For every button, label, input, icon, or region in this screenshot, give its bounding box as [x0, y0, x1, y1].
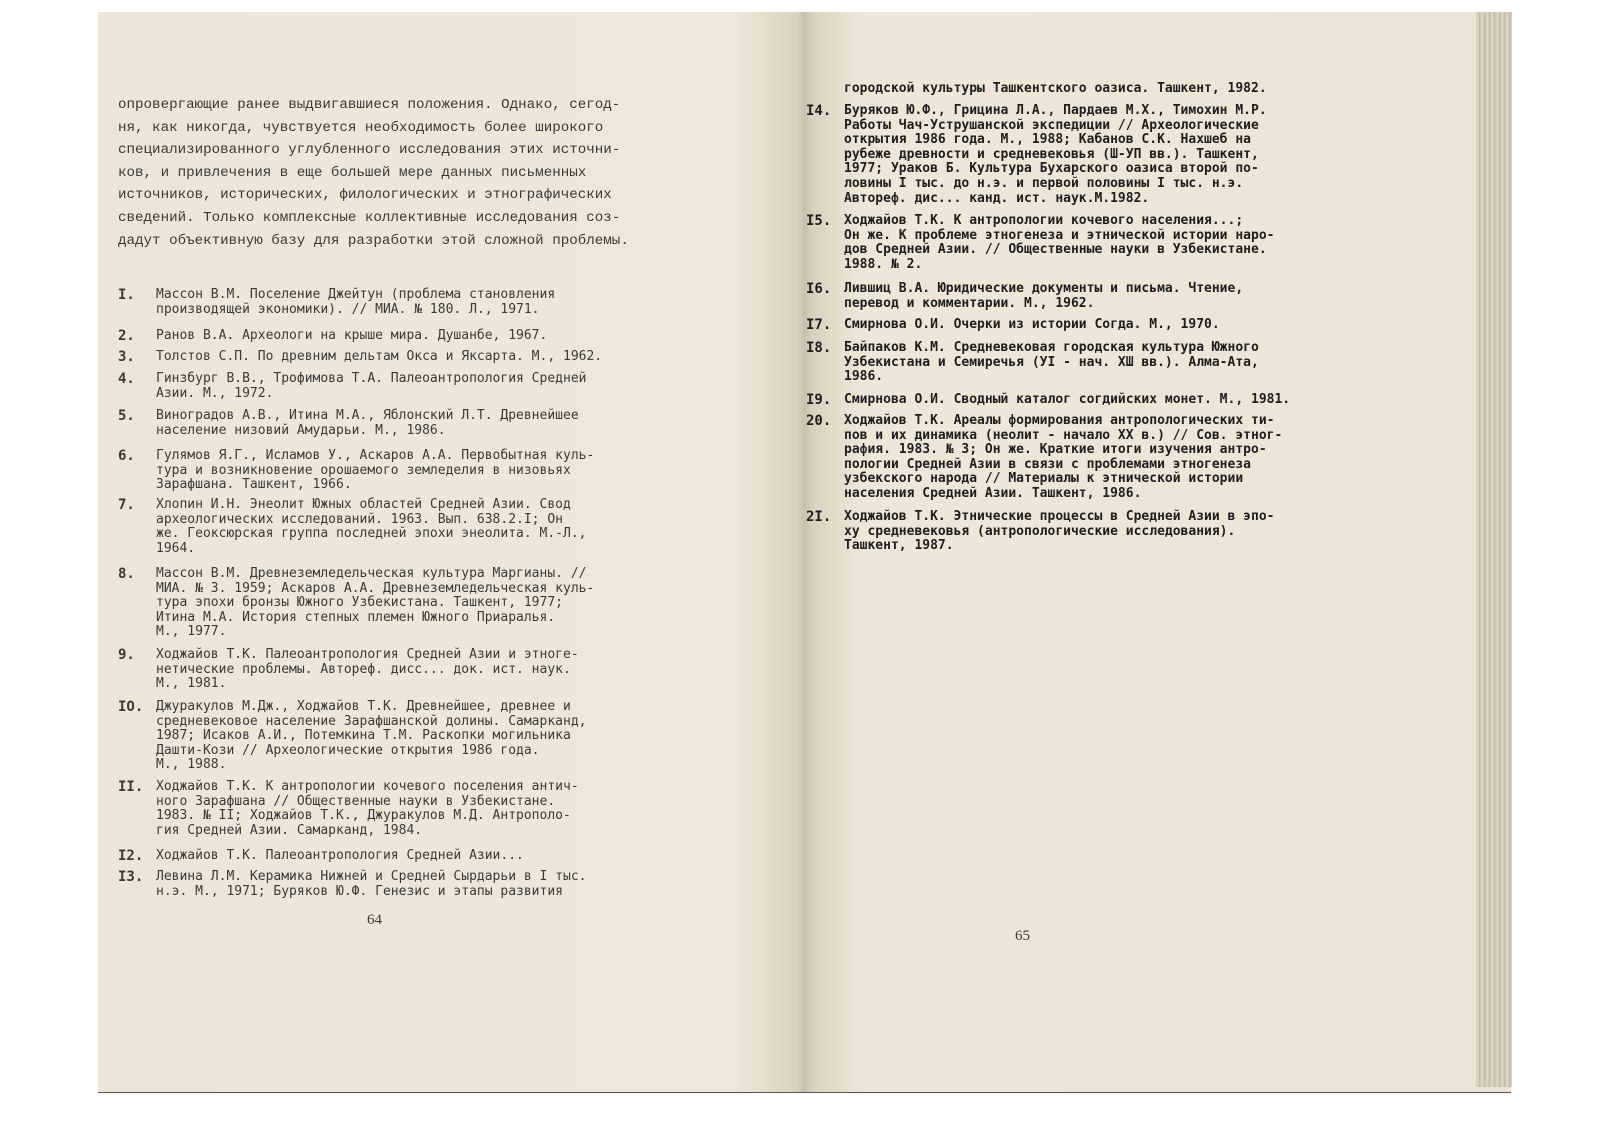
reference-entry [118, 329, 547, 344]
reference-line: Ходжайов Т.К. Палеоантропология Средней Азии... [156, 848, 524, 863]
reference-number: I5. [806, 213, 832, 229]
reference-line: Массон В.М. Древнеземледельческая культура Маргианы. // [156, 566, 587, 581]
reference-entry [118, 567, 594, 640]
intro-line: дадут объективную базу для разработки этой сложной проблемы. [118, 232, 629, 249]
reference-line: археологических исследований. 1963. Вып. 638.2.I; Он [156, 511, 563, 527]
reference-text [156, 567, 594, 640]
reference-text [844, 510, 1274, 554]
reference-line: Лившиц В.А. Юридические документы и письма. Чтение, [844, 281, 1244, 296]
reference-line: 1988. № 2. [844, 256, 923, 272]
reference-number: IO. [118, 699, 144, 715]
reference-line: населения Средней Азии. Ташкент, 1986. [844, 485, 1142, 501]
reference-line: тура эпохи бронзы Южного Узбекистана. Ташкент, 1977; [156, 595, 563, 611]
reference-line: М., 1988. [156, 757, 227, 773]
reference-number: 3. [118, 349, 135, 365]
reference-entry [806, 282, 1243, 311]
reference-line: рафия. 1983. № 3; Он же. Краткие итоги изучения антро- [844, 442, 1267, 458]
reference-entry [118, 648, 579, 692]
reference-number: 9. [118, 647, 135, 663]
reference-text [844, 393, 1290, 408]
reference-line: Байпаков К.М. Средневековая городская культура Южного [844, 340, 1259, 355]
reference-entry [118, 288, 555, 317]
reference-entry [806, 318, 1220, 333]
reference-line: Ранов В.А. Археологи на крыше мира. Душанбе, 1967. [156, 328, 548, 343]
reference-line: 1983. № II; Ходжайов Т.К., Джуракулов М.Д. Антрополо- [156, 808, 571, 824]
reference-line: Узбекистана и Семиречья (УI - нач. ХШ вв.). Алма-Ата, [844, 354, 1259, 370]
reference-line: Ташкент, 1987. [844, 538, 954, 554]
reference-number: I. [118, 287, 135, 303]
reference-number: I4. [806, 103, 832, 119]
reference-number: I3. [118, 869, 144, 885]
reference-line: Левина Л.М. Керамика Нижней и Средней Сырдарьи в I тыс. [156, 869, 587, 884]
reference-continuation [844, 82, 1267, 97]
reference-line: Джуракулов М.Дж., Ходжайов Т.К. Древнейшее, древнее и [156, 699, 571, 714]
reference-line: узбекского народа // Материалы к этнической истории [844, 471, 1244, 487]
intro-line: ков, и привлечения в еще большей мере данных письменных [118, 164, 587, 181]
reference-line: Работы Чач-Уструшанской экспедиции // Археологические [844, 117, 1259, 133]
reference-entry [118, 409, 579, 438]
reference-line: гия Средней Азии. Самарканд, 1984. [156, 822, 423, 838]
reference-line: Ходжайов Т.К. К антропологии кочевого поселения антич- [156, 779, 579, 794]
reference-entry [118, 849, 524, 864]
reference-text [844, 282, 1243, 311]
reference-line: Ходжайов Т.К. К антропологии кочевого населения...; [844, 213, 1244, 228]
reference-text [156, 350, 602, 365]
reference-line: Смирнова О.И. Очерки из истории Согда. М., 1970. [844, 317, 1220, 332]
reference-line: Ходжайов Т.К. Этнические процессы в Средней Азии в эпо- [844, 509, 1275, 524]
reference-line: Он же. К проблеме этногенеза и этнической истории наро- [844, 227, 1275, 243]
reference-number: I6. [806, 281, 832, 297]
reference-line: Толстов С.П. По древним дельтам Окса и Яксарта. М., 1962. [156, 349, 603, 364]
reference-line: рубеже древности и средневековья (Ш-УП вв.). Ташкент, [844, 146, 1259, 162]
reference-line: Смирнова О.И. Сводный каталог согдийских монет. М., 1981. [844, 392, 1291, 407]
intro-line: опровергающие ранее выдвигавшиеся положения. Однако, сегод- [118, 97, 621, 113]
reference-line: тура и возникновение орошаемого земледелия в низовьях [156, 462, 571, 478]
reference-text [844, 104, 1267, 206]
reference-line: М., 1977. [156, 624, 227, 640]
reference-line: средневековое население Зарафшанской долины. Самарканд, [156, 713, 587, 729]
reference-text [156, 498, 586, 556]
reference-number: II. [118, 779, 144, 795]
reference-line: Гинзбург В.В., Трофимова Т.А. Палеоантропология Средней [156, 371, 587, 386]
reference-line: ху средневековья (антропологические исследования). [844, 523, 1236, 539]
page-number: 65 [1015, 928, 1030, 944]
reference-line: Ходжайов Т.К. Ареалы формирования антропологических ти- [844, 413, 1275, 428]
reference-line: пов и их динамика (неолит - начало XX в.) // Сов. этног- [844, 427, 1283, 443]
reference-entry [118, 372, 586, 401]
reference-line: ного Зарафшана // Общественные науки в Узбекистане. [156, 793, 556, 809]
reference-line: 1964. [156, 540, 196, 556]
reference-text [156, 288, 555, 317]
reference-number: 6. [118, 448, 135, 464]
reference-text [844, 214, 1274, 272]
reference-entry [118, 498, 586, 556]
reference-number: I9. [806, 392, 832, 408]
reference-text [844, 318, 1220, 333]
reference-entry [118, 350, 602, 365]
reference-entry [806, 414, 1282, 502]
reference-line: Ходжайов Т.К. Палеоантропология Средней Азии и этноге- [156, 647, 579, 662]
reference-entry [118, 700, 586, 773]
reference-line: Дашти-Кози // Археологические открытия 1986 года. [156, 742, 540, 758]
reference-line: 1977; Ураков Б. Культура Бухарского оазиса второй по- [844, 161, 1259, 177]
reference-number: 2. [118, 328, 135, 344]
reference-line: перевод и комментарии. М., 1962. [844, 295, 1095, 311]
reference-number: 7. [118, 497, 135, 513]
reference-text [156, 329, 547, 344]
intro-line: источников, исторических, филологических и этнографических [118, 187, 612, 204]
reference-number: I7. [806, 317, 832, 333]
reference-line: открытия 1986 года. М., 1988; Кабанов С.К. Нахшеб на [844, 132, 1251, 148]
reference-text [844, 82, 1267, 97]
reference-entry [806, 510, 1274, 554]
reference-line: производящей экономики). // МИА. № 180. Л., 1971. [156, 301, 540, 317]
reference-line: ловины I тыс. до н.э. и первой половины I тыс. н.э. [844, 175, 1244, 191]
reference-line: пологии Средней Азии в связи с проблемами этногенеза [844, 456, 1251, 472]
reference-line: нетические проблемы. Автореф. дисс... док. ист. наук. [156, 661, 571, 677]
reference-line: Хлопин И.Н. Энеолит Южных областей Средней Азии. Свод [156, 497, 571, 512]
reference-line: Азии. М., 1972. [156, 385, 274, 401]
reference-line: Итина М.А. История степных племен Южного Приаралья. [156, 609, 556, 625]
reference-text [156, 700, 586, 773]
page-edges [1476, 12, 1512, 1087]
reference-line: 1987; Исаков А.И., Потемкина Т.М. Раскопки могильника [156, 728, 571, 744]
reference-number: 2I. [806, 509, 832, 525]
intro-paragraph [118, 94, 663, 252]
reference-text [844, 341, 1259, 385]
reference-line: М., 1981. [156, 676, 227, 692]
reference-text [156, 849, 524, 864]
reference-entry [118, 449, 594, 493]
reference-text [156, 409, 579, 438]
intro-line: специализированного углубленного исследования этих источни- [118, 142, 621, 159]
reference-line: же. Геоксюрская группа последней эпохи энеолита. М.-Л., [156, 526, 587, 542]
reference-number: I8. [806, 340, 832, 356]
reference-number: 5. [118, 408, 135, 424]
reference-line: МИА. № 3. 1959; Аскаров А.А. Древнеземледельческая куль- [156, 580, 595, 596]
reference-text [156, 780, 579, 838]
reference-number: I2. [118, 848, 144, 864]
reference-line: Буряков Ю.Ф., Грицина Л.А., Пардаев М.Х., Тимохин М.Р. [844, 103, 1267, 118]
reference-number: 20. [806, 413, 832, 429]
reference-line: Зарафшана. Ташкент, 1966. [156, 477, 352, 493]
reference-line: население низовий Амударьи. М., 1986. [156, 422, 446, 438]
reference-text [156, 372, 586, 401]
reference-text [156, 870, 586, 899]
reference-entry [806, 341, 1259, 385]
page-number: 64 [367, 912, 382, 928]
intro-line: ня, как никогда, чувствуется необходимость более широкого [118, 119, 604, 136]
reference-entry [806, 214, 1274, 272]
reference-number: 8. [118, 566, 135, 582]
reference-entry [118, 780, 579, 838]
reference-text [844, 414, 1282, 502]
reference-number: 4. [118, 371, 135, 387]
reference-entry [806, 393, 1290, 408]
reference-entry [806, 104, 1267, 206]
reference-line: Массон В.М. Поселение Джейтун (проблема становления [156, 287, 556, 302]
reference-line: Виноградов А.В., Итина М.А., Яблонский Л.Т. Древнейшее [156, 408, 579, 423]
intro-line: сведений. Только комплексные коллективные исследования соз- [118, 209, 621, 226]
reference-line: дов Средней Азии. // Общественные науки в Узбекистане. [844, 242, 1267, 258]
reference-line: Автореф. дис... канд. ист. наук.М.1982. [844, 190, 1150, 206]
reference-line: Гулямов Я.Г., Исламов У., Аскаров А.А. Первобытная куль- [156, 448, 595, 463]
reference-line: н.э. М., 1971; Буряков Ю.Ф. Генезис и этапы развития [156, 883, 563, 899]
reference-line: городской культуры Ташкентского оазиса. Ташкент, 1982. [844, 81, 1267, 96]
reference-line: 1986. [844, 369, 884, 385]
reference-entry [118, 870, 586, 899]
reference-text [156, 648, 579, 692]
reference-text [156, 449, 594, 493]
